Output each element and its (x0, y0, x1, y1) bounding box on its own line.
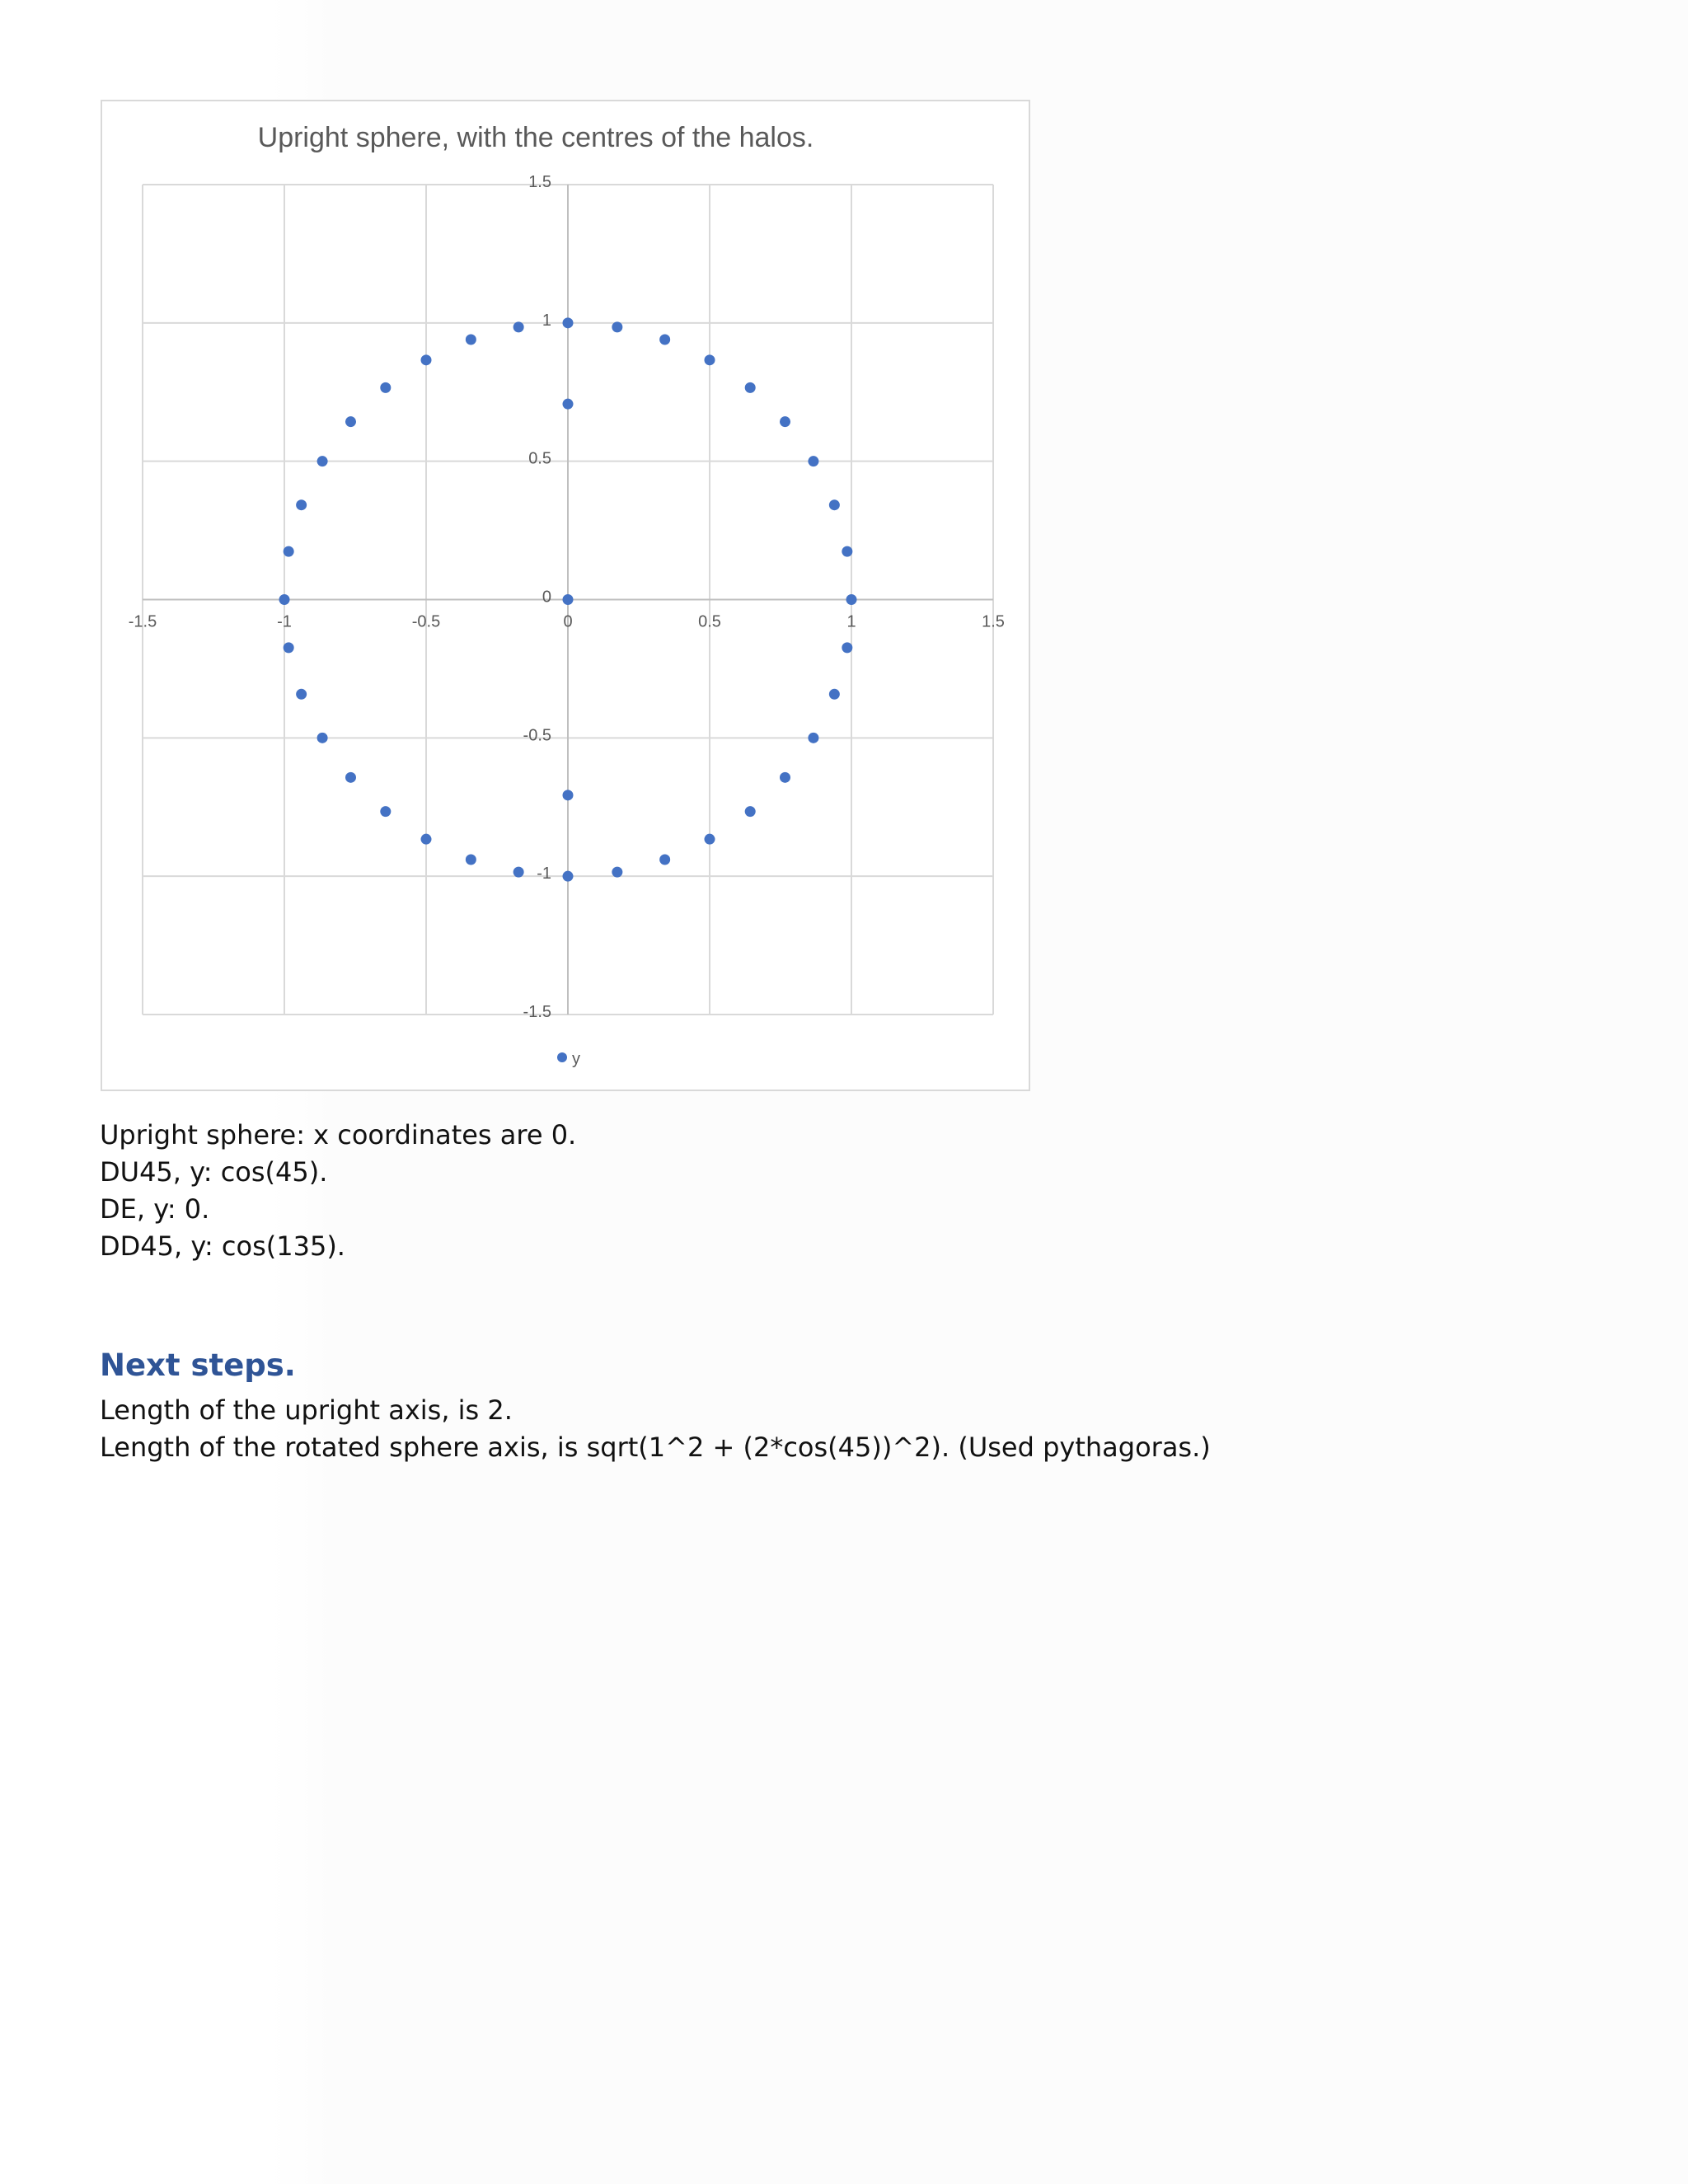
data-point (745, 806, 756, 817)
text-line-4: DD45, y: cos(135). (100, 1230, 345, 1262)
x-tick-label: 0.5 (698, 612, 721, 631)
y-tick-label: -0.5 (523, 726, 551, 745)
y-tick-label: 0.5 (528, 449, 551, 468)
data-point (421, 354, 432, 365)
data-point (296, 689, 307, 700)
data-point (829, 689, 840, 700)
data-point (705, 834, 715, 845)
data-point (780, 416, 790, 427)
data-point (829, 499, 840, 510)
data-point (563, 871, 574, 882)
chart-area (101, 100, 1030, 1091)
data-point (513, 867, 524, 878)
legend-marker (557, 1052, 567, 1062)
x-tick-label: -0.5 (411, 612, 441, 631)
data-point (317, 733, 328, 743)
data-point (563, 594, 574, 605)
data-point (563, 790, 574, 800)
x-tick-label: 1.5 (982, 612, 1005, 631)
data-point (380, 806, 391, 817)
data-point (780, 772, 790, 783)
y-tick-label: 1.5 (528, 173, 551, 191)
data-point (842, 546, 852, 557)
data-point (659, 334, 670, 344)
text-line-3: DE, y: 0. (100, 1193, 210, 1225)
text-line-6: Length of the rotated sphere axis, is sqrt(1^2 + (2*cos(45))^2). (Used pythagoras.) (100, 1432, 1211, 1463)
data-point (563, 317, 574, 328)
data-point (808, 456, 818, 466)
x-tick-label: -1 (277, 612, 292, 631)
data-point (513, 321, 524, 332)
data-point (563, 399, 574, 410)
data-point (612, 321, 622, 332)
data-point (279, 594, 290, 605)
text-line-2: DU45, y: cos(45). (100, 1156, 328, 1188)
data-point (612, 867, 622, 878)
text-line-5: Length of the upright axis, is 2. (100, 1394, 513, 1426)
x-tick-label: 0 (563, 612, 573, 631)
data-point (296, 499, 307, 510)
data-point (745, 382, 756, 393)
x-tick-label: 1 (846, 612, 856, 631)
y-tick-label: -1.5 (523, 1003, 551, 1021)
text-line-1: Upright sphere: x coordinates are 0. (100, 1119, 577, 1151)
data-point (380, 382, 391, 393)
data-point (345, 772, 356, 783)
data-point (466, 855, 476, 865)
y-tick-label: 0 (542, 588, 551, 607)
data-point (705, 354, 715, 365)
data-point (659, 855, 670, 865)
data-point (345, 416, 356, 427)
data-point (808, 733, 818, 743)
chart-title: Upright sphere, with the centres of the halos. (257, 122, 814, 153)
data-point (284, 642, 294, 653)
next-steps-heading: Next steps. (100, 1347, 296, 1383)
data-point (421, 834, 432, 845)
y-tick-label: -1 (537, 865, 551, 883)
scatter-chart (102, 101, 1029, 1090)
data-point (846, 594, 857, 605)
data-point (317, 456, 328, 466)
data-point (284, 546, 294, 557)
y-tick-label: 1 (542, 311, 551, 330)
data-point (466, 334, 476, 344)
legend-label: y (572, 1050, 580, 1068)
data-point (842, 642, 852, 653)
x-tick-label: -1.5 (128, 612, 157, 631)
